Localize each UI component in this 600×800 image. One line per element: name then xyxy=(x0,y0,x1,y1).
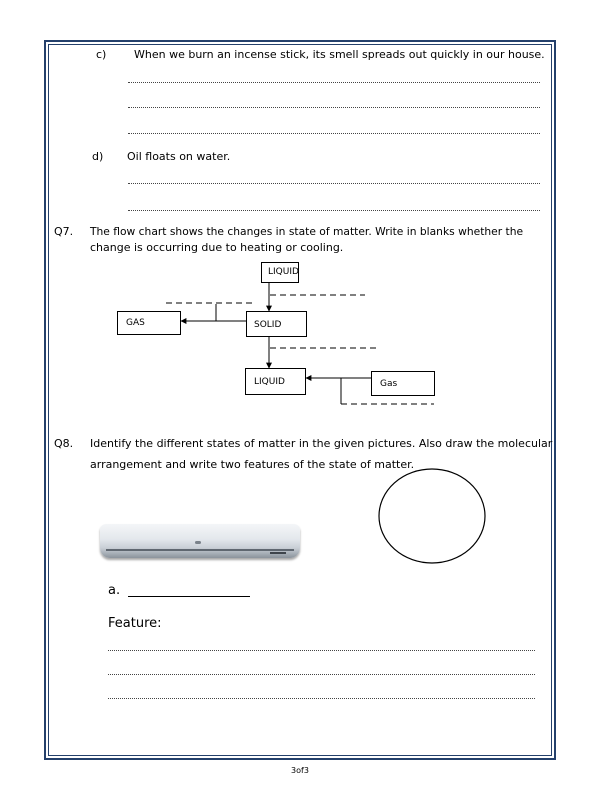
q6d-label: d) xyxy=(92,150,104,163)
q8-text-line1: Identify the different states of matter in the given pictures. Also draw the molecular xyxy=(90,437,553,450)
q8-answer-label: a. xyxy=(108,583,121,598)
q7-text-line1: The flow chart shows the changes in state of matter. Write in blanks whether the xyxy=(90,225,524,238)
answer-line[interactable] xyxy=(108,650,535,651)
q6d-text: Oil floats on water. xyxy=(127,150,231,163)
molecule-drawing-circle xyxy=(379,469,485,563)
q8-text-line2: arrangement and write two features of the state of matter. xyxy=(90,458,415,471)
q7-text-line2: change is occurring due to heating or cooling. xyxy=(90,241,344,254)
q7-number: Q7. xyxy=(54,225,74,238)
flow-box-solid: SOLID xyxy=(246,311,307,337)
flow-box-gas-left: GAS xyxy=(117,311,181,335)
flow-box-liquid-bottom: LIQUID xyxy=(245,368,306,395)
flow-box-gas-right: Gas xyxy=(371,371,435,396)
flow-box-liquid-top: LIQUID xyxy=(261,262,299,283)
q6c-text: When we burn an incense stick, its smell spreads out quickly in our house. xyxy=(134,48,545,61)
q6c-label: c) xyxy=(96,48,107,61)
answer-blank[interactable] xyxy=(128,596,250,597)
feature-label: Feature: xyxy=(108,616,162,631)
answer-line[interactable] xyxy=(108,674,535,675)
answer-line[interactable] xyxy=(108,698,535,699)
air-conditioner-image xyxy=(100,524,300,558)
page-number: 3of3 xyxy=(291,766,309,775)
q8-number: Q8. xyxy=(54,437,74,450)
